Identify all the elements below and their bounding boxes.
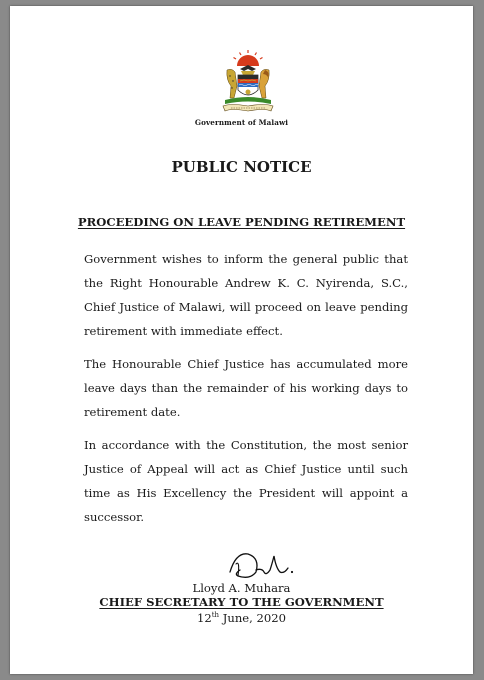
- paragraph-line: time as His Excellency the President will appoint a: [84, 486, 408, 500]
- paragraph-line: The Honourable Chief Justice has accumulated more: [84, 357, 408, 371]
- signatory-title: [10, 595, 473, 609]
- paragraph-line: retirement date.: [84, 405, 181, 419]
- handwritten-signature-icon: [226, 546, 306, 582]
- date-day: 12: [196, 611, 212, 625]
- paragraph-line: successor.: [84, 510, 145, 524]
- notice-title: PUBLIC NOTICE: [171, 158, 312, 176]
- notice-page: [10, 6, 473, 674]
- paragraph-line: In accordance with the Constitution, the most senior: [84, 438, 408, 452]
- notice-heading-text: PROCEEDING ON LEAVE PENDING RETIREMENT: [77, 215, 406, 229]
- paragraph-line: Chief Justice of Malawi, will proceed on leave pending: [84, 300, 408, 314]
- coat-of-arms-icon: [221, 50, 275, 116]
- signatory-title-text: CHIEF SECRETARY TO THE GOVERNMENT: [99, 595, 384, 609]
- date-suffix: th: [211, 611, 220, 620]
- government-label: Government of Malawi: [194, 118, 289, 127]
- paragraph-1: [84, 247, 408, 343]
- paragraph-line: Justice of Appeal will act as Chief Justice until such: [84, 462, 408, 476]
- notice-heading: [10, 215, 473, 229]
- date-rest: June, 2020: [219, 611, 287, 625]
- notice-date: [10, 611, 473, 625]
- paragraph-line: Government wishes to inform the general public that: [84, 252, 408, 266]
- paragraph-2: [84, 352, 408, 424]
- paragraph-line: leave days than the remainder of his working days to: [84, 381, 408, 395]
- signatory-name: Lloyd A. Muhara: [192, 581, 291, 595]
- paragraph-3: [84, 433, 408, 529]
- paragraph-line: the Right Honourable Andrew K. C. Nyirenda, S.C.,: [84, 276, 408, 290]
- paragraph-line: retirement with immediate effect.: [84, 324, 283, 338]
